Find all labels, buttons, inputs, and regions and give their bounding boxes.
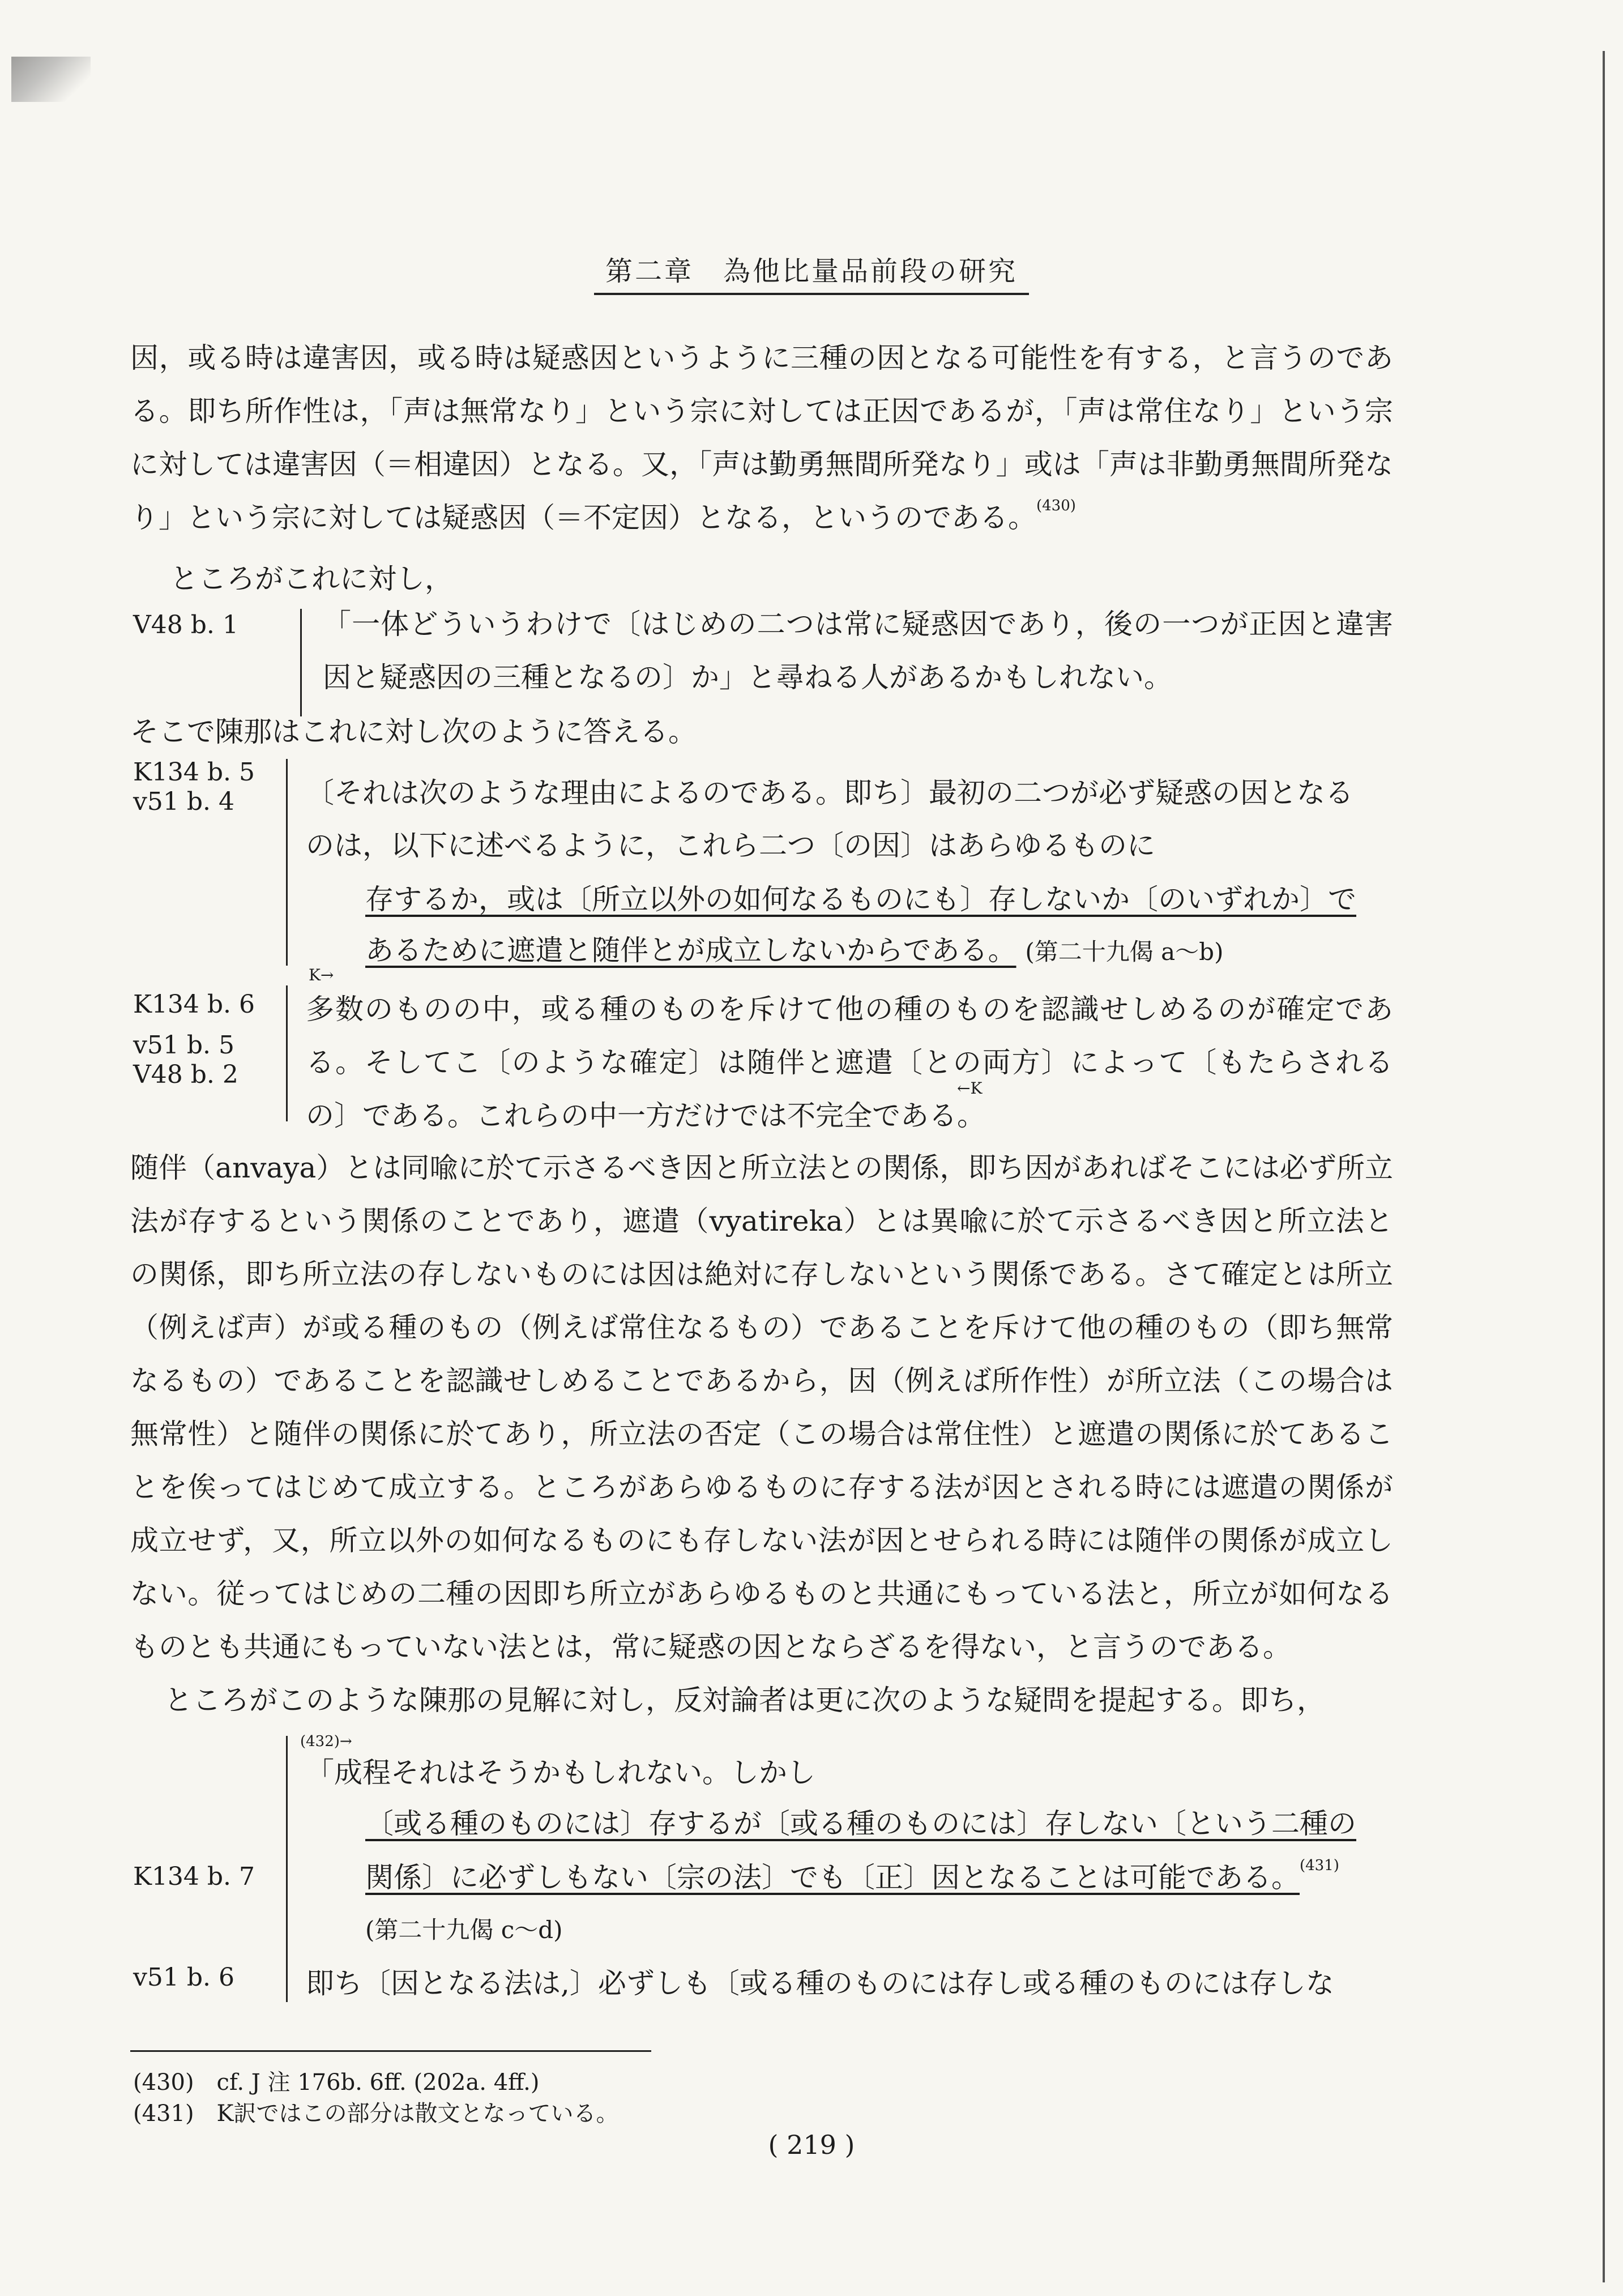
scan-corner-shadow	[11, 57, 91, 102]
footnote-ref-430: (430)	[1036, 497, 1076, 514]
chapter-header	[0, 249, 1623, 295]
paragraph-4: 随伴（anvaya）とは同喩に於て示さるべき因と所立法との関係，即ち因があればそこには必ず所立法が存するという関係のことであり，遮遣（vyatireka）とは異喩に於て示さるべき因と所立法との関係，即ち所立法の存しないものには因は絶対に存しないという関係である。さて確定とは所立（例えば声）が或る種のもの（例えば常住なるもの）であることを斥けて他の種のもの（即ち無常なるもの）であることを認識せしめることであるから，因（例えば所作性）が所立法（この場合は無常性）と随伴の関係に於てあり，所立法の否定（この場合は常住性）と遮遣の関係に於てあることを俟ってはじめて成立する。ところがあらゆるものに存する法が因とされる時には遮遣の関係が成立せず，又，所立以外の如何なるものにも存しない法が因とせられる時には随伴の関係が成立しない。従ってはじめの二種の因即ち所立があらゆるものと共通にもっている法と，所立が如何なるものとも共通にもっていない法とは，常に疑惑の因とならざるを得ない，と言うのである。	[130, 1151, 1393, 1663]
footnote-rule	[130, 2050, 651, 2052]
ref-v48b1: V48 b. 1	[133, 611, 238, 639]
quote-4-last-line: 即ち〔因となる法は,〕必ずしも〔或る種のものには存し或る種のものには存しな	[306, 1967, 1334, 2000]
verse-29cd-line-1: 〔或る種のものには〕存するが〔或る種のものには〕存しない〔という二種の	[365, 1807, 1356, 1840]
note-432-marker: (432)→	[300, 1733, 352, 1750]
ref-v51b6: v51 b. 6	[133, 1963, 234, 1992]
ref-k134b6: K134 b. 6	[133, 990, 255, 1019]
verse-29cd-line-2: 関係〕に必ずしもない〔宗の法〕でも〔正〕因となることは可能である。$^{(431)}$	[365, 1857, 1339, 1894]
verse-29cd-label: (第二十九偈 c～d)	[365, 1916, 563, 1944]
footnote-430: (430) cf. J 注 176b. 6ff. (202a. 4ff.)	[133, 2069, 540, 2096]
page-number: ( 219 )	[768, 2129, 855, 2160]
k-end-mark: ←K	[957, 1079, 983, 1098]
verse-29ab-line-2: あるために遮遣と随伴とが成立しないからである。 (第二十九偈 a～b)	[365, 934, 1224, 967]
quote-2-line-2: のは，以下に述べるように，これら二つ〔の因〕はあらゆるものに	[306, 829, 1155, 862]
paragraph-3: そこで陳那はこれに対し次のように答える。	[130, 715, 697, 748]
verse-29ab-label: (第二十九偈 a～b)	[1025, 938, 1224, 966]
ref-k134b7: K134 b. 7	[133, 1862, 255, 1891]
quote-4-line-1: 「成程それはそうかもしれない。しかし	[306, 1756, 815, 1789]
ref-k134b5: K134 b. 5	[133, 758, 255, 787]
ref-v51b4: v51 b. 4	[133, 787, 234, 816]
k-start-mark: K→	[309, 966, 334, 984]
verse-29ab-line-1: 存するか，或は〔所立以外の如何なるものにも〕存しないか〔のいずれか〕で	[365, 883, 1356, 916]
chapter-title: 第二章 為他比量品前段の研究	[594, 249, 1029, 295]
ref-v48b2: V48 b. 2	[133, 1060, 238, 1089]
quote-2-line-1: 〔それは次のような理由によるのである。即ち〕最初の二つが必ず疑惑の因となる	[306, 776, 1353, 809]
paragraph-5: ところがこのような陳那の見解に対し，反対論者は更に次のような疑問を提起する。即ち，	[164, 1684, 1325, 1717]
quote-bar-2	[286, 759, 288, 966]
quote-3-text: 多数のものの中，或る種のものを斥けて他の種のものを認識せしめるのが確定である。そしてこ〔のような確定〕は随伴と遮遣〔との両方〕によって〔もたらされるの〕である。これらの中一方だけでは不完全である。	[306, 993, 1393, 1132]
quote-bar-3	[286, 985, 288, 1121]
footnote-431: (431) K訳ではこの部分は散文となっている。	[133, 2101, 619, 2127]
quote-bar-4	[286, 1736, 288, 2002]
paragraph-2: ところがこれに対し，	[170, 562, 453, 595]
quote-bar-1	[300, 609, 302, 716]
ref-v51b5: v51 b. 5	[133, 1031, 234, 1060]
footnote-ref-431: (431)	[1300, 1857, 1339, 1874]
quote-1-text: 「一体どういうわけで〔はじめの二つは常に疑惑因であり，後の一つが正因と違害因と疑惑因の三種となるの〕か」と尋ねる人があるかもしれない。	[323, 608, 1393, 694]
paragraph-1: 因，或る時は違害因，或る時は疑惑因というように三種の因となる可能性を有する，と言うのである。即ち所作性は，「声は無常なり」という宗に対しては正因であるが，「声は常住なり」という宗に対しては違害因（＝相違因）となる。又，「声は勤勇無間所発なり」或は「声は非勤勇無間所発なり」という宗に対しては疑惑因（＝不定因）となる，というのである。$^{(430)}$	[130, 342, 1393, 534]
page-edge-rule	[1603, 51, 1605, 2282]
